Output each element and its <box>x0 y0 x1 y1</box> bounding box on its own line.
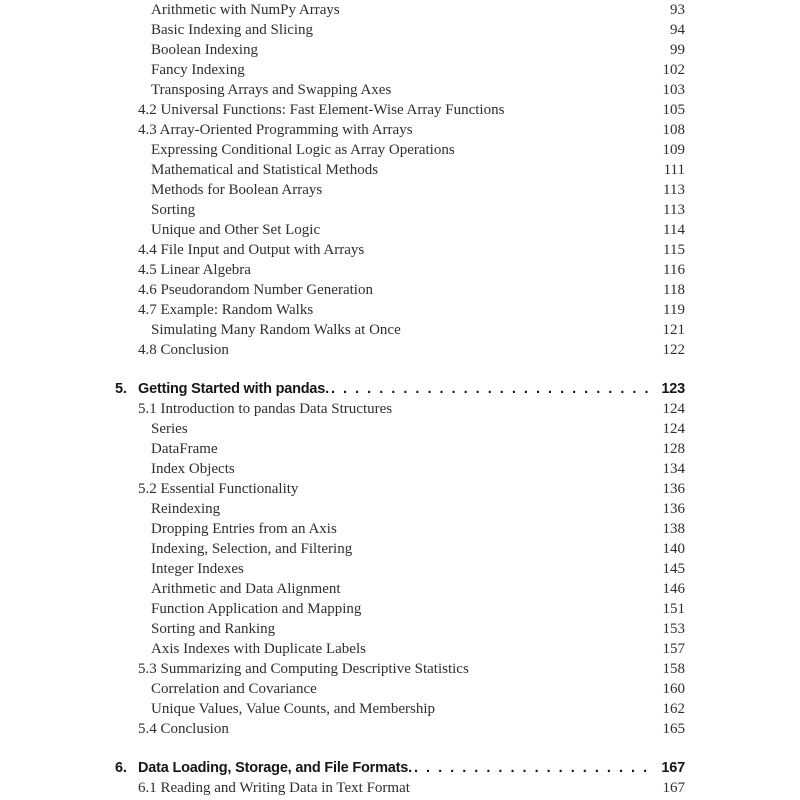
toc-entry <box>115 20 685 40</box>
toc-entry <box>115 280 685 300</box>
toc-entry-page: 165 <box>662 721 685 737</box>
table-of-contents <box>115 0 685 798</box>
toc-entry <box>115 519 685 539</box>
toc-entry-title: 5.3 Summarizing and Computing Descriptive Statistics <box>138 661 469 677</box>
toc-entry-page: 93 <box>670 2 685 18</box>
toc-entry-title: Axis Indexes with Duplicate Labels <box>151 641 366 657</box>
toc-entry <box>115 240 685 260</box>
dot-leader <box>331 379 654 399</box>
toc-entry <box>115 699 685 719</box>
toc-entry-title: 4.2 Universal Functions: Fast Element-Wise Array Functions <box>138 102 505 118</box>
toc-entry-page: 124 <box>662 401 685 417</box>
toc-entry-title: Unique and Other Set Logic <box>151 222 321 238</box>
toc-entry-title: 4.4 File Input and Output with Arrays <box>138 242 365 258</box>
toc-entry <box>115 379 685 399</box>
toc-entry-title: 4.7 Example: Random Walks <box>138 302 314 318</box>
toc-entry-page: 136 <box>662 501 685 517</box>
toc-entry-page: 99 <box>670 42 685 58</box>
toc-entry-title: Data Loading, Storage, and File Formats. <box>138 760 412 776</box>
toc-entry-page: 167 <box>661 760 685 776</box>
toc-entry <box>115 539 685 559</box>
toc-entry-page: 121 <box>662 322 685 338</box>
toc-entry <box>115 679 685 699</box>
toc-entry-title: Methods for Boolean Arrays <box>151 182 323 198</box>
toc-entry-title: Unique Values, Value Counts, and Membership <box>151 701 435 717</box>
toc-entry-page: 111 <box>663 162 685 178</box>
toc-entry <box>115 719 685 739</box>
toc-entry <box>115 340 685 360</box>
toc-entry <box>115 758 685 778</box>
toc-entry-page: 157 <box>662 641 685 657</box>
toc-entry-page: 115 <box>663 242 685 258</box>
toc-entry-title: Index Objects <box>151 461 235 477</box>
toc-entry-page: 118 <box>663 282 685 298</box>
dot-leader <box>414 758 654 778</box>
toc-entry-page: 151 <box>662 601 685 617</box>
toc-entry <box>115 778 685 798</box>
toc-entry-title: 4.5 Linear Algebra <box>138 262 251 278</box>
toc-entry-title: Integer Indexes <box>151 561 244 577</box>
toc-entry <box>115 599 685 619</box>
toc-entry-page: 128 <box>662 441 685 457</box>
toc-chapter-number: 6. <box>115 760 127 776</box>
toc-entry <box>115 399 685 419</box>
toc-entry <box>115 100 685 120</box>
toc-entry-page: 140 <box>662 541 685 557</box>
toc-entry <box>115 459 685 479</box>
toc-entry <box>115 659 685 679</box>
toc-entry <box>115 40 685 60</box>
toc-entry-page: 138 <box>662 521 685 537</box>
toc-entry-page: 136 <box>662 481 685 497</box>
toc-entry-page: 123 <box>661 381 685 397</box>
toc-entry <box>115 499 685 519</box>
toc-entry-page: 153 <box>662 621 685 637</box>
toc-entry-title: 6.1 Reading and Writing Data in Text Format <box>138 780 410 796</box>
toc-entry-title: Sorting <box>151 202 196 218</box>
toc-entry-title: Dropping Entries from an Axis <box>151 521 337 537</box>
toc-entry <box>115 479 685 499</box>
toc-entry-title: Boolean Indexing <box>151 42 259 58</box>
toc-entry <box>115 419 685 439</box>
toc-entry <box>115 300 685 320</box>
toc-entry <box>115 140 685 160</box>
toc-entry-title: 4.8 Conclusion <box>138 342 229 358</box>
toc-entry-title: Series <box>151 421 188 437</box>
toc-entry-page: 124 <box>662 421 685 437</box>
toc-entry-page: 103 <box>662 82 685 98</box>
toc-entry-title: 5.1 Introduction to pandas Data Structures <box>138 401 393 417</box>
toc-entry <box>115 260 685 280</box>
toc-entry-title: DataFrame <box>151 441 218 457</box>
toc-entry-title: Transposing Arrays and Swapping Axes <box>151 82 392 98</box>
toc-entry-page: 108 <box>662 122 685 138</box>
toc-entry-page: 116 <box>663 262 685 278</box>
toc-entry-page: 113 <box>663 202 685 218</box>
toc-entry-title: Expressing Conditional Logic as Array Operations <box>151 142 455 158</box>
toc-entry-title: 5.2 Essential Functionality <box>138 481 299 497</box>
toc-entry-title: Getting Started with pandas. <box>138 381 329 397</box>
toc-entry <box>115 619 685 639</box>
toc-entry <box>115 320 685 340</box>
toc-entry <box>115 120 685 140</box>
toc-entry-page: 146 <box>662 581 685 597</box>
toc-entry-title: Indexing, Selection, and Filtering <box>151 541 353 557</box>
toc-entry-title: 5.4 Conclusion <box>138 721 229 737</box>
toc-entry <box>115 80 685 100</box>
toc-entry-title: Arithmetic and Data Alignment <box>151 581 341 597</box>
toc-entry-page: 158 <box>662 661 685 677</box>
toc-entry <box>115 639 685 659</box>
toc-entry <box>115 200 685 220</box>
toc-entry-title: Function Application and Mapping <box>151 601 362 617</box>
toc-entry-page: 160 <box>662 681 685 697</box>
toc-entry-page: 119 <box>663 302 685 318</box>
toc-entry-title: 4.3 Array-Oriented Programming with Arrays <box>138 122 413 138</box>
toc-entry-title: 4.6 Pseudorandom Number Generation <box>138 282 373 298</box>
toc-entry <box>115 220 685 240</box>
toc-entry <box>115 579 685 599</box>
toc-entry-page: 105 <box>662 102 685 118</box>
toc-entry-page: 145 <box>662 561 685 577</box>
toc-entry-title: Arithmetic with NumPy Arrays <box>151 2 340 18</box>
toc-entry <box>115 180 685 200</box>
toc-entry-title: Sorting and Ranking <box>151 621 276 637</box>
toc-entry-title: Correlation and Covariance <box>151 681 317 697</box>
toc-entry-page: 114 <box>663 222 685 238</box>
toc-entry <box>115 0 685 20</box>
toc-entry-page: 122 <box>662 342 685 358</box>
toc-entry-page: 94 <box>670 22 685 38</box>
toc-entry-title: Simulating Many Random Walks at Once <box>151 322 401 338</box>
toc-entry <box>115 559 685 579</box>
toc-entry-page: 134 <box>662 461 685 477</box>
toc-entry-page: 109 <box>662 142 685 158</box>
toc-entry-title: Reindexing <box>151 501 221 517</box>
toc-chapter-number: 5. <box>115 381 127 397</box>
toc-entry-page: 113 <box>663 182 685 198</box>
toc-entry-title: Basic Indexing and Slicing <box>151 22 314 38</box>
toc-entry <box>115 439 685 459</box>
toc-entry <box>115 60 685 80</box>
toc-entry-title: Fancy Indexing <box>151 62 245 78</box>
toc-entry-title: Mathematical and Statistical Methods <box>151 162 379 178</box>
toc-entry-page: 167 <box>662 780 685 796</box>
toc-entry-page: 102 <box>662 62 685 78</box>
toc-entry <box>115 160 685 180</box>
toc-entry-page: 162 <box>662 701 685 717</box>
